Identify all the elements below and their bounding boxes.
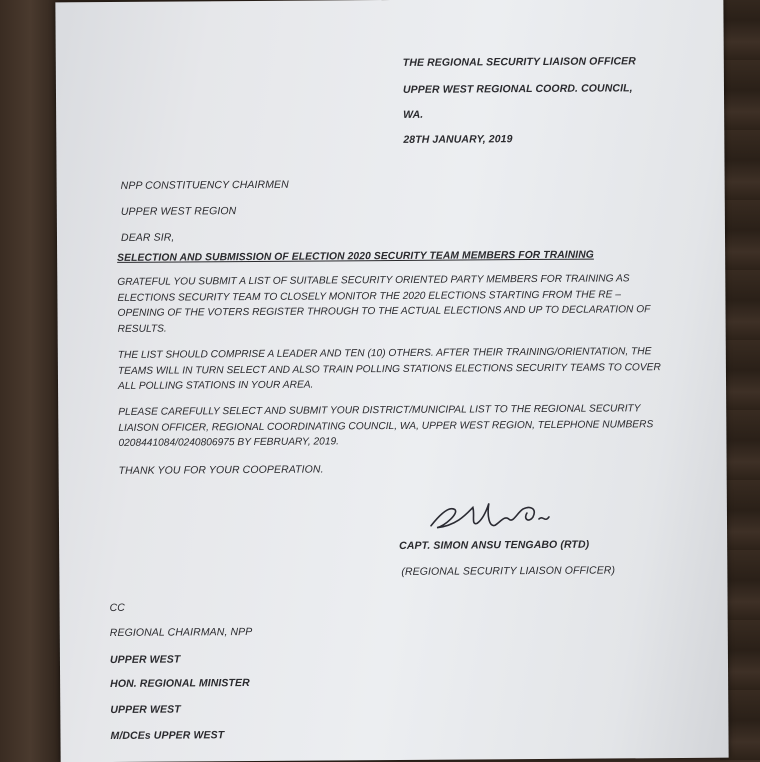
paragraph-1-line: RESULTS. <box>117 323 167 335</box>
cc-recipient: HON. REGIONAL MINISTER <box>110 677 250 690</box>
header-officer: THE REGIONAL SECURITY LIAISON OFFICER <box>402 55 636 69</box>
header-town: WA. <box>403 108 424 121</box>
paragraph-3-line: LIAISON OFFICER, REGIONAL COORDINATING COUNCIL, WA, UPPER WEST REGION, TELEPHONE NUMBERS <box>118 418 654 434</box>
signatory-name: CAPT. SIMON ANSU TENGABO (RTD) <box>399 538 590 552</box>
addressee-line2: UPPER WEST REGION <box>120 205 237 218</box>
signatory-title: (REGIONAL SECURITY LIAISON OFFICER) <box>401 564 616 578</box>
cc-recipient: UPPER WEST <box>110 703 181 716</box>
cc-label: CC <box>109 601 126 614</box>
header-council: UPPER WEST REGIONAL COORD. COUNCIL, <box>402 82 633 96</box>
cc-recipient: UPPER WEST <box>109 653 181 666</box>
paragraph-3 <box>118 401 653 451</box>
cc-recipient: REGIONAL CHAIRMAN, NPP <box>109 625 253 639</box>
closing-line: THANK YOU FOR YOUR COOPERATION. <box>118 463 324 477</box>
addressee-line1: NPP CONSTITUENCY CHAIRMEN <box>120 178 289 192</box>
paragraph-1-line: ELECTIONS SECURITY TEAM TO CLOSELY MONITOR THE 2020 ELECTIONS STARTING FROM THE RE – <box>117 288 621 304</box>
paragraph-3-line: PLEASE CAREFULLY SELECT AND SUBMIT YOUR DISTRICT/MUNICIPAL LIST TO THE REGIONAL SECURITY <box>118 403 641 418</box>
paragraph-2-line: TEAMS WILL IN TURN SELECT AND ALSO TRAIN POLLING STATIONS ELECTIONS SECURITY TEAMS TO COVER <box>117 361 661 377</box>
paragraph-2-line: ALL POLLING STATIONS IN YOUR AREA. <box>117 379 314 392</box>
paragraph-1-line: OPENING OF THE VOTERS REGISTER THROUGH TO THE ACTUAL ELECTIONS AND UP TO DECLARATION OF <box>117 304 651 319</box>
header-date: 28TH JANUARY, 2019 <box>403 133 513 146</box>
paragraph-2-line: THE LIST SHOULD COMPRISE A LEADER AND TEN (10) OTHERS. AFTER THEIR TRAINING/ORIENTATION, THE <box>117 346 652 361</box>
paragraph-1 <box>117 271 650 337</box>
subject-line: SELECTION AND SUBMISSION OF ELECTION 2020 SECURITY TEAM MEMBERS FOR TRAINING <box>117 249 594 264</box>
handwritten-signature <box>427 495 577 536</box>
paragraph-1-line: GRATEFUL YOU SUBMIT A LIST OF SUITABLE SECURITY ORIENTED PARTY MEMBERS FOR TRAINING AS <box>117 273 630 288</box>
paragraph-2 <box>118 344 661 394</box>
cc-recipient: M/DCEs UPPER WEST <box>110 729 225 742</box>
letter-page <box>55 0 728 762</box>
paragraph-3-line: 0208441084/0240806975 BY FEBRUARY, 2019. <box>118 436 340 449</box>
salutation: DEAR SIR, <box>120 231 175 244</box>
